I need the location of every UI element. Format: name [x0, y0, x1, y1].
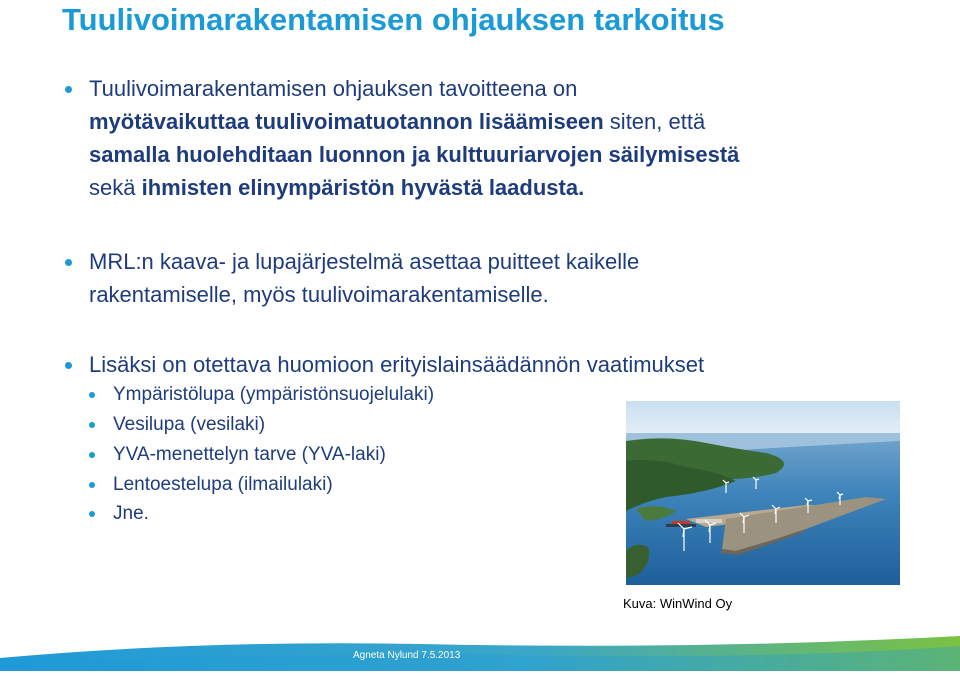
- bullet-goal-line2-bold: myötävaikuttaa tuulivoimatuotannon lisäämiseen: [89, 109, 604, 134]
- bullet-special-law-text: Lisäksi on otettava huomioon erityislainsäädännön vaatimukset: [89, 352, 705, 377]
- wind-farm-photo: [626, 401, 900, 585]
- bullet-special-law: [89, 348, 929, 381]
- footer-band: [0, 636, 960, 671]
- bullet-goal-line1: Tuulivoimarakentamisen ohjauksen tavoitteena on: [89, 76, 578, 101]
- bullet-goal-line3-bold: samalla huolehditaan luonnon ja kulttuuriarvojen säilymisestä: [89, 142, 740, 167]
- bullet-goal-line4-start: sekä: [89, 175, 142, 200]
- sub-item-etc: Jne.: [113, 499, 613, 528]
- sub-item-eia: YVA-menettelyn tarve (YVA-laki): [113, 440, 613, 469]
- bullet-goal-line4-bold: ihmisten elinympäristön hyvästä laadusta.: [141, 175, 585, 200]
- slide-title: Tuulivoimarakentamisen ohjauksen tarkoitus: [62, 2, 725, 37]
- sub-item-obstacle-permit: Lentoestelupa (ilmailulaki): [113, 470, 613, 499]
- photo-caption: Kuva: WinWind Oy: [623, 596, 733, 611]
- bullet-mrl-line1: MRL:n kaava- ja lupajärjestelmä asettaa puitteet kaikelle: [89, 249, 640, 274]
- sub-item-environmental-permit: Ympäristölupa (ympäristönsuojelulaki): [113, 380, 613, 409]
- bullet-mrl-line2: rakentamiselle, myös tuulivoimarakentamiselle.: [89, 282, 549, 307]
- footer-author-date: Agneta Nylund 7.5.2013: [353, 650, 461, 661]
- bullet-goal: [89, 72, 929, 204]
- bullet-goal-line2-rest: siten, että: [603, 109, 706, 134]
- bullet-mrl: [89, 245, 929, 311]
- sub-item-water-permit: Vesilupa (vesilaki): [113, 410, 613, 439]
